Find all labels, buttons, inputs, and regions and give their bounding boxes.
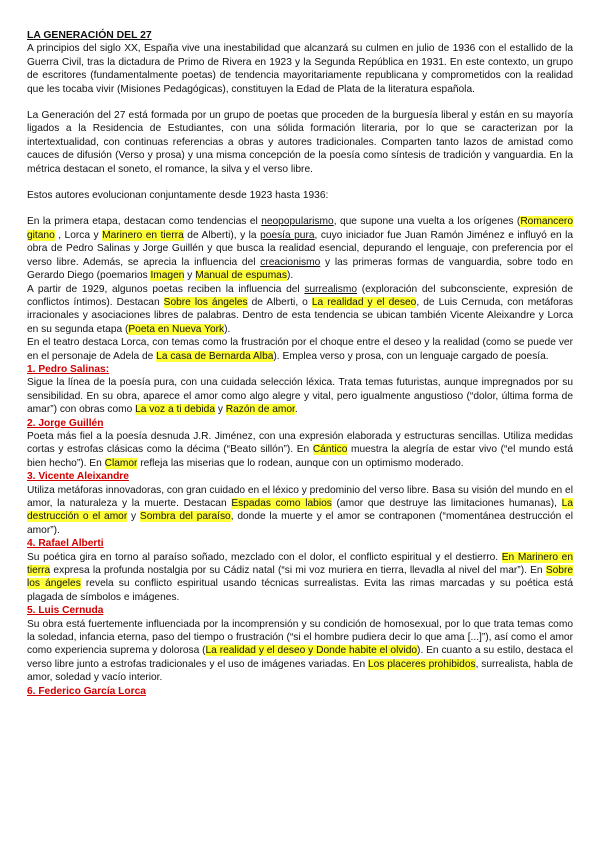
alberti-paragraph: Su poética gira en torno al paraíso soñado, mezclado con el dolor, el conflicto espiritual y el destierro. En Marinero en tierra expresa la profunda nostalgia por su Cádiz natal (“si mi voz muriera en tierra, llevadla al nivel del mar”). En Sobre los ángeles revela su conflicto espiritual usando técnicas surrealistas. Evita las rimas marcadas y su poética está plagada de símbolos e imágenes. xyxy=(27,551,573,603)
highlight-marinero: Marinero en tierra xyxy=(102,229,184,241)
generation-paragraph: La Generación del 27 está formada por un grupo de poetas que proceden de la burguesía liberal y están en su mayoría ligados a la Residencia de Estudiantes, con una sólida formación literaria, por lo que se caracterizan por la intertextualidad, con continuas referencias a obras y autores tradicionales. Comparten tanto lazos de amistad como cauces de difusión (Verso y prosa) y una misma concepción de la poesía como síntesis de tradición y vanguardia. En la métrica destacan el soneto, el romance, la silva y el verso libre. xyxy=(27,110,573,175)
section-heading-salinas: 1. Pedro Salinas: xyxy=(27,363,110,375)
section-heading-guillen: 2. Jorge Guillén xyxy=(27,417,104,429)
theatre-paragraph: En el teatro destaca Lorca, con temas como la frustración por el choque entre el deseo y la realidad (como se puede ver en el personaje de Adela de La casa de Bernarda Alba). Emplea verso y prosa, con un lenguaje cargado de poesía. xyxy=(27,337,573,362)
aleixandre-paragraph: Utiliza metáforas innovadoras, con gran cuidado en el léxico y predominio del verso libre. Basa su visión del mundo en el amor, la naturaleza y la muerte. Destacan Espadas como labios (amor que destruye las limitaciones humanas), La destrucción o el amor y Sombra del paraíso, donde la muerte y el amor se contraponen (“momentánea destrucción el amor”). xyxy=(27,484,573,536)
spacer xyxy=(27,96,573,109)
highlight-manual: Manual de espumas xyxy=(195,270,287,282)
page-title: LA GENERACIÓN DEL 27 xyxy=(27,30,152,41)
section-heading-alberti: 4. Rafael Alberti xyxy=(27,538,104,550)
second-stage-paragraph: A partir de 1929, algunos poetas reciben la influencia del surrealismo (exploración del subconsciente, expresión de conflictos íntimos). Destacan Sobre los ángeles de Alberti, o La realidad y el deseo, de Luis Cernuda, con metáforas irracionales y asociaciones libres de palabras. Dentro de esta tendencia se ubican también Vicente Aleixandre y Lorca en su segunda etapa (Poeta en Nueva York). xyxy=(27,283,573,335)
section-heading-cernuda: 5. Luis Cernuda xyxy=(27,605,104,617)
spacer xyxy=(27,176,573,189)
section-heading-lorca: 6. Federico García Lorca xyxy=(27,685,146,697)
salinas-paragraph: Sigue la línea de la poesía pura, con una cuidada selección léxica. Trata temas futuristas, aunque impregnados por su sensibilidad. En su obra, aparece el amor como algo alegre y vital, pero igualmente angustioso (“dolor, última forma de amar”) con obras como La voz a ti debida y Razón de amor. xyxy=(27,377,573,416)
highlight-imagen: Imagen xyxy=(150,270,185,282)
document-body xyxy=(27,29,573,698)
evolution-paragraph: Estos autores evolucionan conjuntamente desde 1923 hasta 1936: xyxy=(27,190,329,202)
section-heading-aleixandre: 3. Vicente Aleixandre xyxy=(27,471,129,483)
intro-paragraph: A principios del siglo XX, España vive una inestabilidad que alcanzará su culmen en julio de 1936 con el estallido de la Guerra Civil, tras la dictadura de Primo de Rivera en 1923 y la Segunda República en 1931. En este contexto, un grupo de escritores (fundamentalmente poetas) de tendencia mayoritariamente republicana y comprometidos con la realidad que les tocaba vivir (Misiones Pedagógicas), constituyen la Edad de Plata de la literatura española. xyxy=(27,43,573,95)
highlight-romancero: Romancero gitano xyxy=(27,216,573,241)
cernuda-paragraph: Su obra está fuertemente influenciada por la incomprensión y su condición de homosexual, por lo que trata temas como la soledad, infancia eterna, paso del tiempo o frustración (“si el hombre pudiera decir lo que ama [...]”), así como el amor como experiencia suprema y dolorosa (La realidad y el deseo y Donde habite el olvido). En cuanto a su estilo, destaca el verso libre junto a estrofas tradicionales y el uso de imágenes variadas. En Los placeres prohibidos, surrealista, habla de amor, soledad y vacío interior. xyxy=(27,618,573,684)
spacer xyxy=(27,202,573,215)
first-stage-paragraph: En la primera etapa, destacan como tendencias el neopopularismo, que supone una vuelta a los orígenes (Romancero gitano , Lorca y Marinero en tierra de Alberti), y la poesía pura, cuyo iniciador fue Juan Ramón Jiménez e influyó en la obra de Pedro Salinas y Jorge Guillén y que busca la realidad esencial, depurando el lenguaje, con preferencia por el verso libre. Además, se aprecia la influencia del creacionismo y las primeras formas de vanguardia, sobre todo en Gerardo Diego (poemarios Imagen y Manual de espumas). xyxy=(27,216,574,282)
guillen-paragraph: Poeta más fiel a la poesía desnuda J.R. Jiménez, con una expresión elaborada y estructuras sencillas. Utiliza medidas cortas y estrofas clásicas como la décima (“Beato sillón”). En Cántico muestra la alegría de estar vivo (“el mundo está bien hecho”). En Clamor refleja las miserias que lo rodean, aunque con un optimismo moderado. xyxy=(27,430,573,469)
